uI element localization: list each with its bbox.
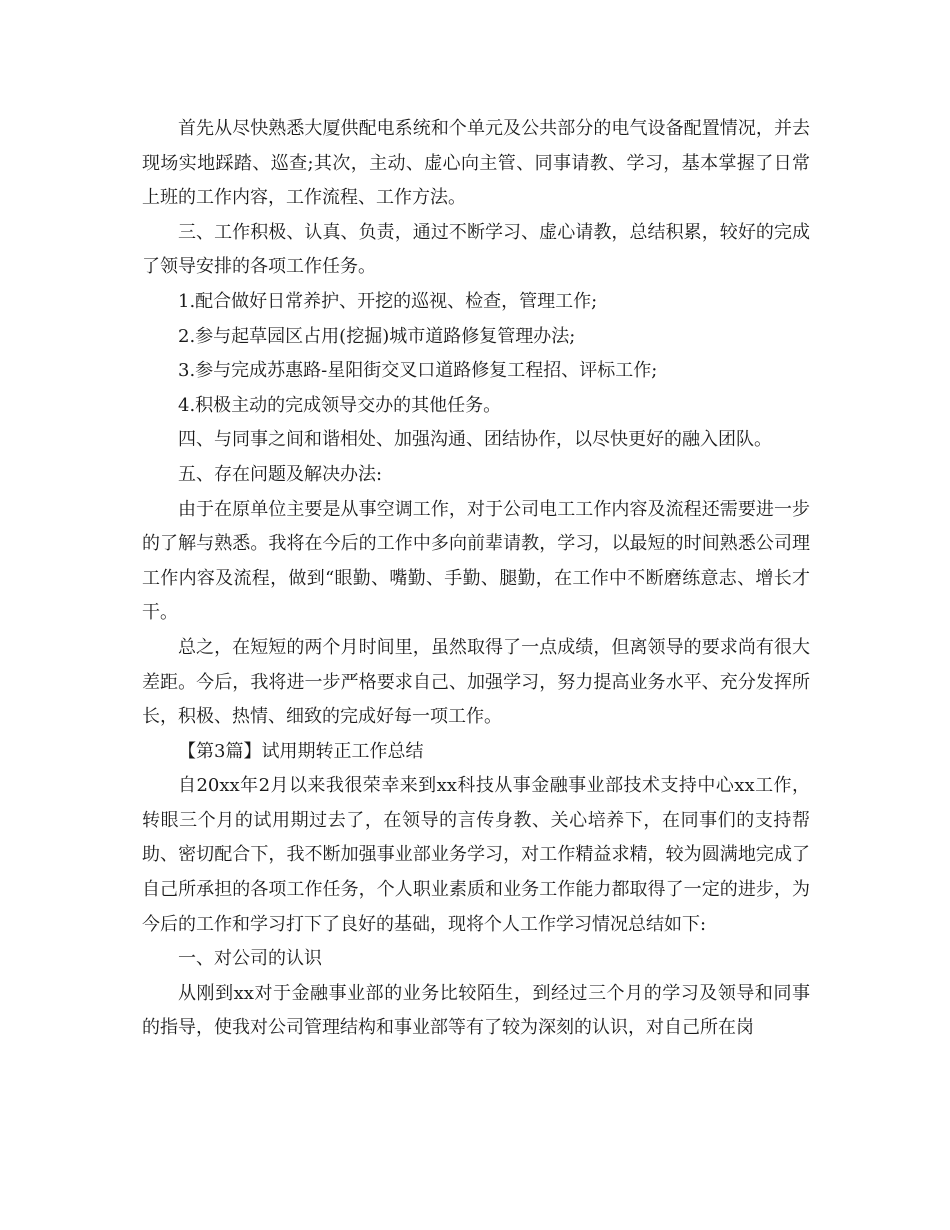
list-item-2: 2.参与起草园区占用(挖掘)城市道路修复管理办法; (178, 325, 576, 347)
heading-section-five: 五、存在问题及解决办法: (178, 463, 383, 485)
list-item-4: 4.积极主动的完成领导交办的其他任务。 (178, 394, 502, 416)
document-body (142, 112, 810, 1046)
article-title: 【第3篇】试用期转正工作总结 (178, 740, 424, 762)
list-item-3: 3.参与完成苏惠路-星阳街交叉口道路修复工程招、评标工作; (178, 360, 658, 382)
paragraph-power-system: 首先从尽快熟悉大厦供配电系统和个单元及公共部分的电气设备配置情况，并去现场实地踩踏、巡查;其次，主动、虚心向主管、同事请教、学习，基本掌握了日常上班的工作内容，工作流程、工作方法。 (142, 118, 810, 209)
heading-company-knowledge: 一、对公司的认识 (178, 948, 322, 970)
paragraph-summary: 总之，在短短的两个月时间里，虽然取得了一点成绩，但离领导的要求尚有很大差距。今后，我将进一步严格要求自己、加强学习，努力提高业务水平、充分发挥所长，积极、热情、细致的完成好每一项工作。 (142, 636, 810, 728)
list-item-1: 1.配合做好日常养护、开挖的巡视、检查，管理工作; (178, 290, 598, 312)
paragraph-company-knowledge: 从刚到xx对于金融事业部的业务比较陌生，到经过三个月的学习及领导和同事的指导，使我对公司管理结构和事业部等有了较为深刻的认识，对自己所在岗 (142, 982, 810, 1039)
paragraph-intro: 自20xx年2月以来我很荣幸来到xx科技从事金融事业部技术支持中心xx工作，转眼三个月的试用期过去了，在领导的言传身教、关心培养下，在同事们的支持帮助、密切配合下，我不断加强事业部业务学习，对工作精益求精，较为圆满地完成了自己所承担的各项工作任务，个人职业素质和业务工作能力都取得了一定的进步，为今后的工作和学习打下了良好的基础，现将个人工作学习情况总结如下: (142, 775, 810, 935)
paragraph-problems: 由于在原单位主要是从事空调工作，对于公司电工工作内容及流程还需要进一步的了解与熟悉。我将在今后的工作中多向前辈请教，学习，以最短的时间熟悉公司理工作内容及流程，做到“眼勤、嘴勤、手勤、腿勤，在工作中不断磨练意志、增长才干。 (142, 498, 810, 624)
paragraph-section-three: 三、工作积极、认真、负责，通过不断学习、虚心请教，总结积累，较好的完成了领导安排的各项工作任务。 (142, 221, 810, 278)
paragraph-section-four: 四、与同事之间和谐相处、加强沟通、团结协作，以尽快更好的融入团队。 (178, 429, 772, 451)
